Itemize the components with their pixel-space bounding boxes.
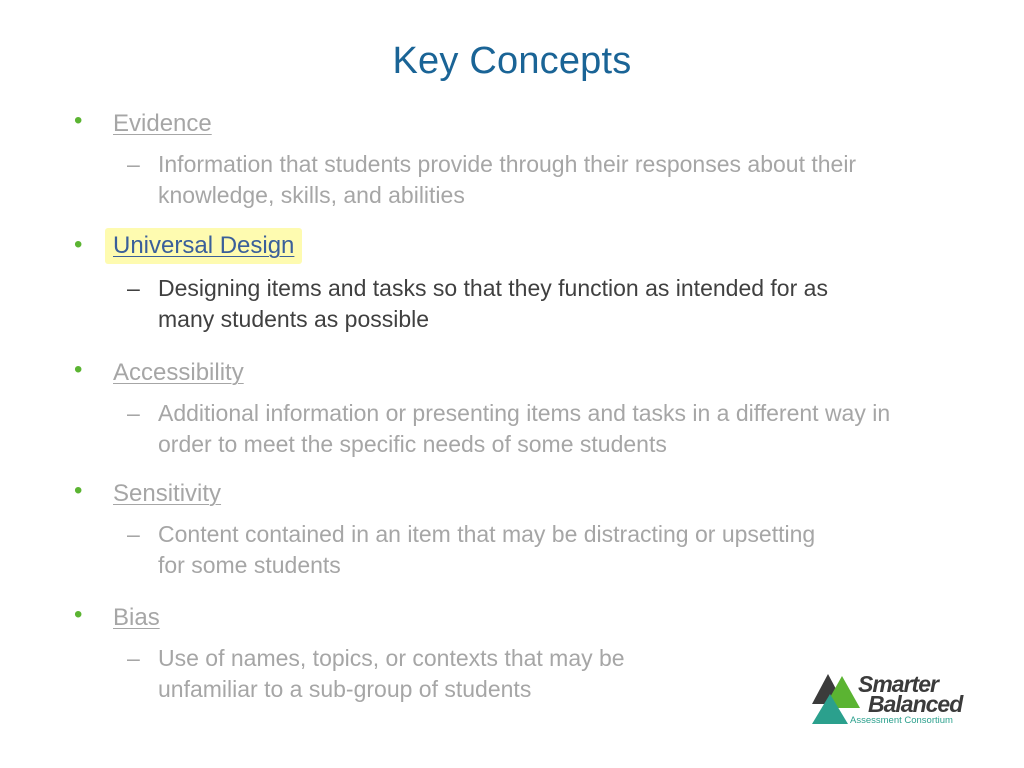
logo-text-balanced: Balanced: [868, 691, 963, 717]
description-evidence: Information that students provide through their responses about their knowledge, skills, and abilities: [158, 151, 857, 208]
bullet-dot: •: [74, 356, 83, 383]
dash-marker: –: [127, 645, 140, 671]
slide-title: Key Concepts: [392, 40, 632, 82]
dash-marker: –: [127, 275, 140, 301]
description-bias: Use of names, topics, or contexts that may be unfamiliar to a sub-group of students: [158, 645, 625, 702]
description-universal-design: Designing items and tasks so that they function as intended for as many students as possible: [158, 275, 828, 332]
description-sensitivity: Content contained in an item that may be distracting or upsetting for some students: [158, 521, 816, 578]
dash-marker: –: [127, 400, 140, 426]
term-link-universal-design[interactable]: Universal Design: [105, 228, 302, 264]
term-link-sensitivity[interactable]: Sensitivity: [113, 480, 222, 507]
term-link-bias[interactable]: Bias: [113, 604, 160, 631]
logo-text-smarter: Smarter: [858, 671, 938, 697]
bullet-dot: •: [74, 107, 83, 134]
bullet-dot: •: [74, 231, 83, 258]
bullet-dot: •: [74, 477, 83, 504]
smarter-balanced-logo: [812, 672, 982, 728]
logo-text-consortium: Assessment Consortium: [850, 715, 953, 726]
term-link-accessibility[interactable]: Accessibility: [113, 359, 244, 386]
dash-marker: –: [127, 151, 140, 177]
dash-marker: –: [127, 521, 140, 547]
description-accessibility: Additional information or presenting items and tasks in a different way in order to meet the specific needs of some students: [158, 400, 891, 457]
term-link-evidence[interactable]: Evidence: [113, 110, 212, 137]
bullet-dot: •: [74, 601, 83, 628]
